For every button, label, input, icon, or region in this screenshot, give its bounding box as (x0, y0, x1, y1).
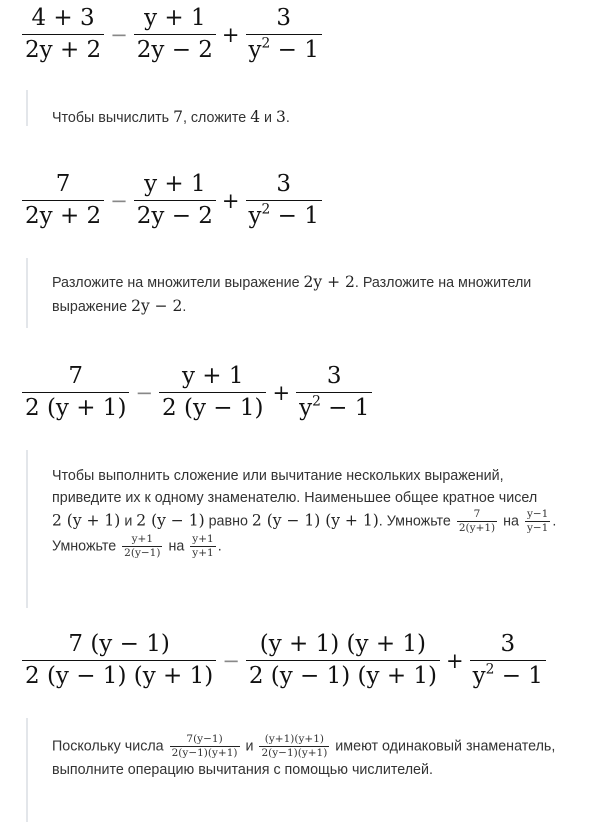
denominator-base: y (299, 395, 313, 422)
inline-fraction (122, 534, 162, 559)
numerator: y + 1 (181, 363, 244, 389)
denominator-base: y (248, 37, 262, 64)
math-inline: 2y + 2 (303, 273, 355, 291)
exponent: 2 (485, 661, 495, 678)
denominator-base: y (472, 663, 486, 690)
denominator (470, 660, 546, 689)
numerator: 3 (276, 171, 291, 197)
note-text: Чтобы вычислить (52, 110, 174, 126)
exponent: 2 (261, 201, 271, 218)
numerator: 7 (55, 171, 71, 197)
plus-operator: + (272, 380, 291, 405)
denominator: 2(y+1) (458, 522, 496, 535)
denominator: 2(y−1) (124, 547, 161, 560)
denominator: 2 (y + 1) (22, 392, 129, 421)
math-inline: 7 (173, 108, 183, 126)
fraction-term-1 (22, 172, 104, 230)
minus-operator: − (110, 188, 128, 213)
denominator: 2y + 2 (22, 200, 104, 229)
note-text: на (499, 513, 523, 530)
note-text: и (260, 110, 276, 126)
fraction-term-2 (246, 632, 440, 690)
inline-fraction (190, 534, 215, 559)
minus-operator: − (135, 380, 154, 405)
denominator: 2y − 2 (134, 200, 216, 229)
expression-step-2 (22, 172, 322, 230)
numerator: 7 (68, 363, 84, 389)
minus-operator: − (110, 22, 128, 47)
explanation-step-4 (26, 718, 558, 822)
note-text: . Разложите на множители выражение (52, 275, 532, 315)
fraction-term-3 (246, 6, 322, 64)
note-text: и (241, 738, 258, 755)
note-text: Поскольку числа (52, 738, 168, 755)
explanation-step-2 (26, 258, 558, 328)
inline-fraction (457, 509, 497, 534)
numerator: (y + 1) (y + 1) (259, 631, 427, 657)
fraction-term-2 (159, 364, 266, 422)
inline-fraction (170, 734, 240, 759)
note-text: имеют одинаковый знаменатель, выполните операцию вычитания с помощью числителей. (52, 738, 556, 779)
inline-fraction (525, 509, 550, 534)
fraction-term-3 (246, 172, 322, 230)
numerator: y+1 (192, 533, 214, 546)
numerator: 3 (500, 631, 516, 657)
denominator-rest: − 1 (494, 663, 543, 690)
denominator: 2y + 2 (22, 34, 104, 63)
note-text: , сложите (182, 110, 251, 126)
denominator (246, 200, 322, 229)
numerator: 3 (326, 363, 342, 389)
numerator: 7(y−1) (186, 733, 223, 745)
fraction-term-1 (22, 6, 104, 64)
exponent: 2 (312, 393, 321, 410)
math-inline: 3 (276, 108, 286, 126)
denominator (296, 392, 372, 421)
denominator-rest: − 1 (270, 203, 319, 230)
numerator: 7 (y − 1) (68, 631, 170, 657)
note-text: и (120, 513, 137, 530)
numerator: y−1 (526, 508, 549, 520)
denominator: y+1 (192, 547, 214, 560)
denominator: 2 (y − 1) (159, 392, 266, 421)
plus-operator: + (446, 648, 464, 673)
denominator: 2y − 2 (134, 34, 216, 63)
plus-operator: + (221, 22, 240, 47)
denominator: 2 (y − 1) (y + 1) (246, 660, 440, 689)
denominator: 2(y−1)(y+1) (171, 747, 238, 760)
denominator: y−1 (526, 522, 549, 535)
fraction-term-3 (296, 364, 372, 422)
note-text: . (285, 110, 290, 126)
denominator (246, 34, 322, 63)
plus-operator: + (221, 188, 240, 213)
explanation-step-3 (26, 450, 558, 608)
math-inline: 2 (y − 1) (y + 1) (251, 511, 379, 530)
fraction-term-2 (134, 6, 216, 64)
numerator: 3 (276, 5, 291, 31)
exponent: 2 (261, 35, 271, 52)
note-text: . (217, 538, 222, 555)
note-text: . (182, 298, 187, 315)
note-text: на (164, 538, 189, 555)
note-text: равно (204, 513, 252, 530)
note-text: . Умножьте (52, 513, 557, 555)
numerator: y+1 (131, 533, 154, 546)
math-inline: 2 (y + 1) (52, 511, 121, 530)
math-inline: 2 (y − 1) (136, 511, 205, 530)
math-inline: 2y − 2 (131, 296, 183, 315)
denominator-rest: − 1 (270, 37, 319, 64)
fraction-term-1 (22, 364, 129, 422)
denominator: 2(y−1)(y+1) (261, 747, 328, 760)
denominator: 2 (y − 1) (y + 1) (22, 660, 216, 689)
note-text: Разложите на множители выражение (52, 275, 304, 291)
numerator: 4 + 3 (31, 5, 95, 31)
expression-step-1 (22, 6, 322, 64)
fraction-term-1 (22, 632, 216, 690)
numerator: y + 1 (144, 171, 206, 197)
denominator-base: y (248, 203, 262, 230)
numerator: y + 1 (144, 5, 206, 31)
expression-step-4 (22, 632, 546, 690)
fraction-term-3 (470, 632, 546, 690)
explanation-step-1 (26, 90, 558, 126)
minus-operator: − (222, 648, 240, 673)
numerator: (y+1)(y+1) (264, 733, 324, 745)
denominator-rest: − 1 (320, 395, 370, 422)
numerator: 7 (473, 508, 481, 520)
fraction-term-2 (134, 172, 216, 230)
expression-step-3 (22, 364, 372, 422)
math-inline: 4 (250, 108, 261, 126)
note-text: Чтобы выполнить сложение или вычитание нескольких выражений, приведите их к одному знаменателю. Наименьшее общее кратное чисел (52, 468, 538, 506)
inline-fraction (259, 734, 329, 759)
note-text: . Умножьте (378, 513, 455, 530)
